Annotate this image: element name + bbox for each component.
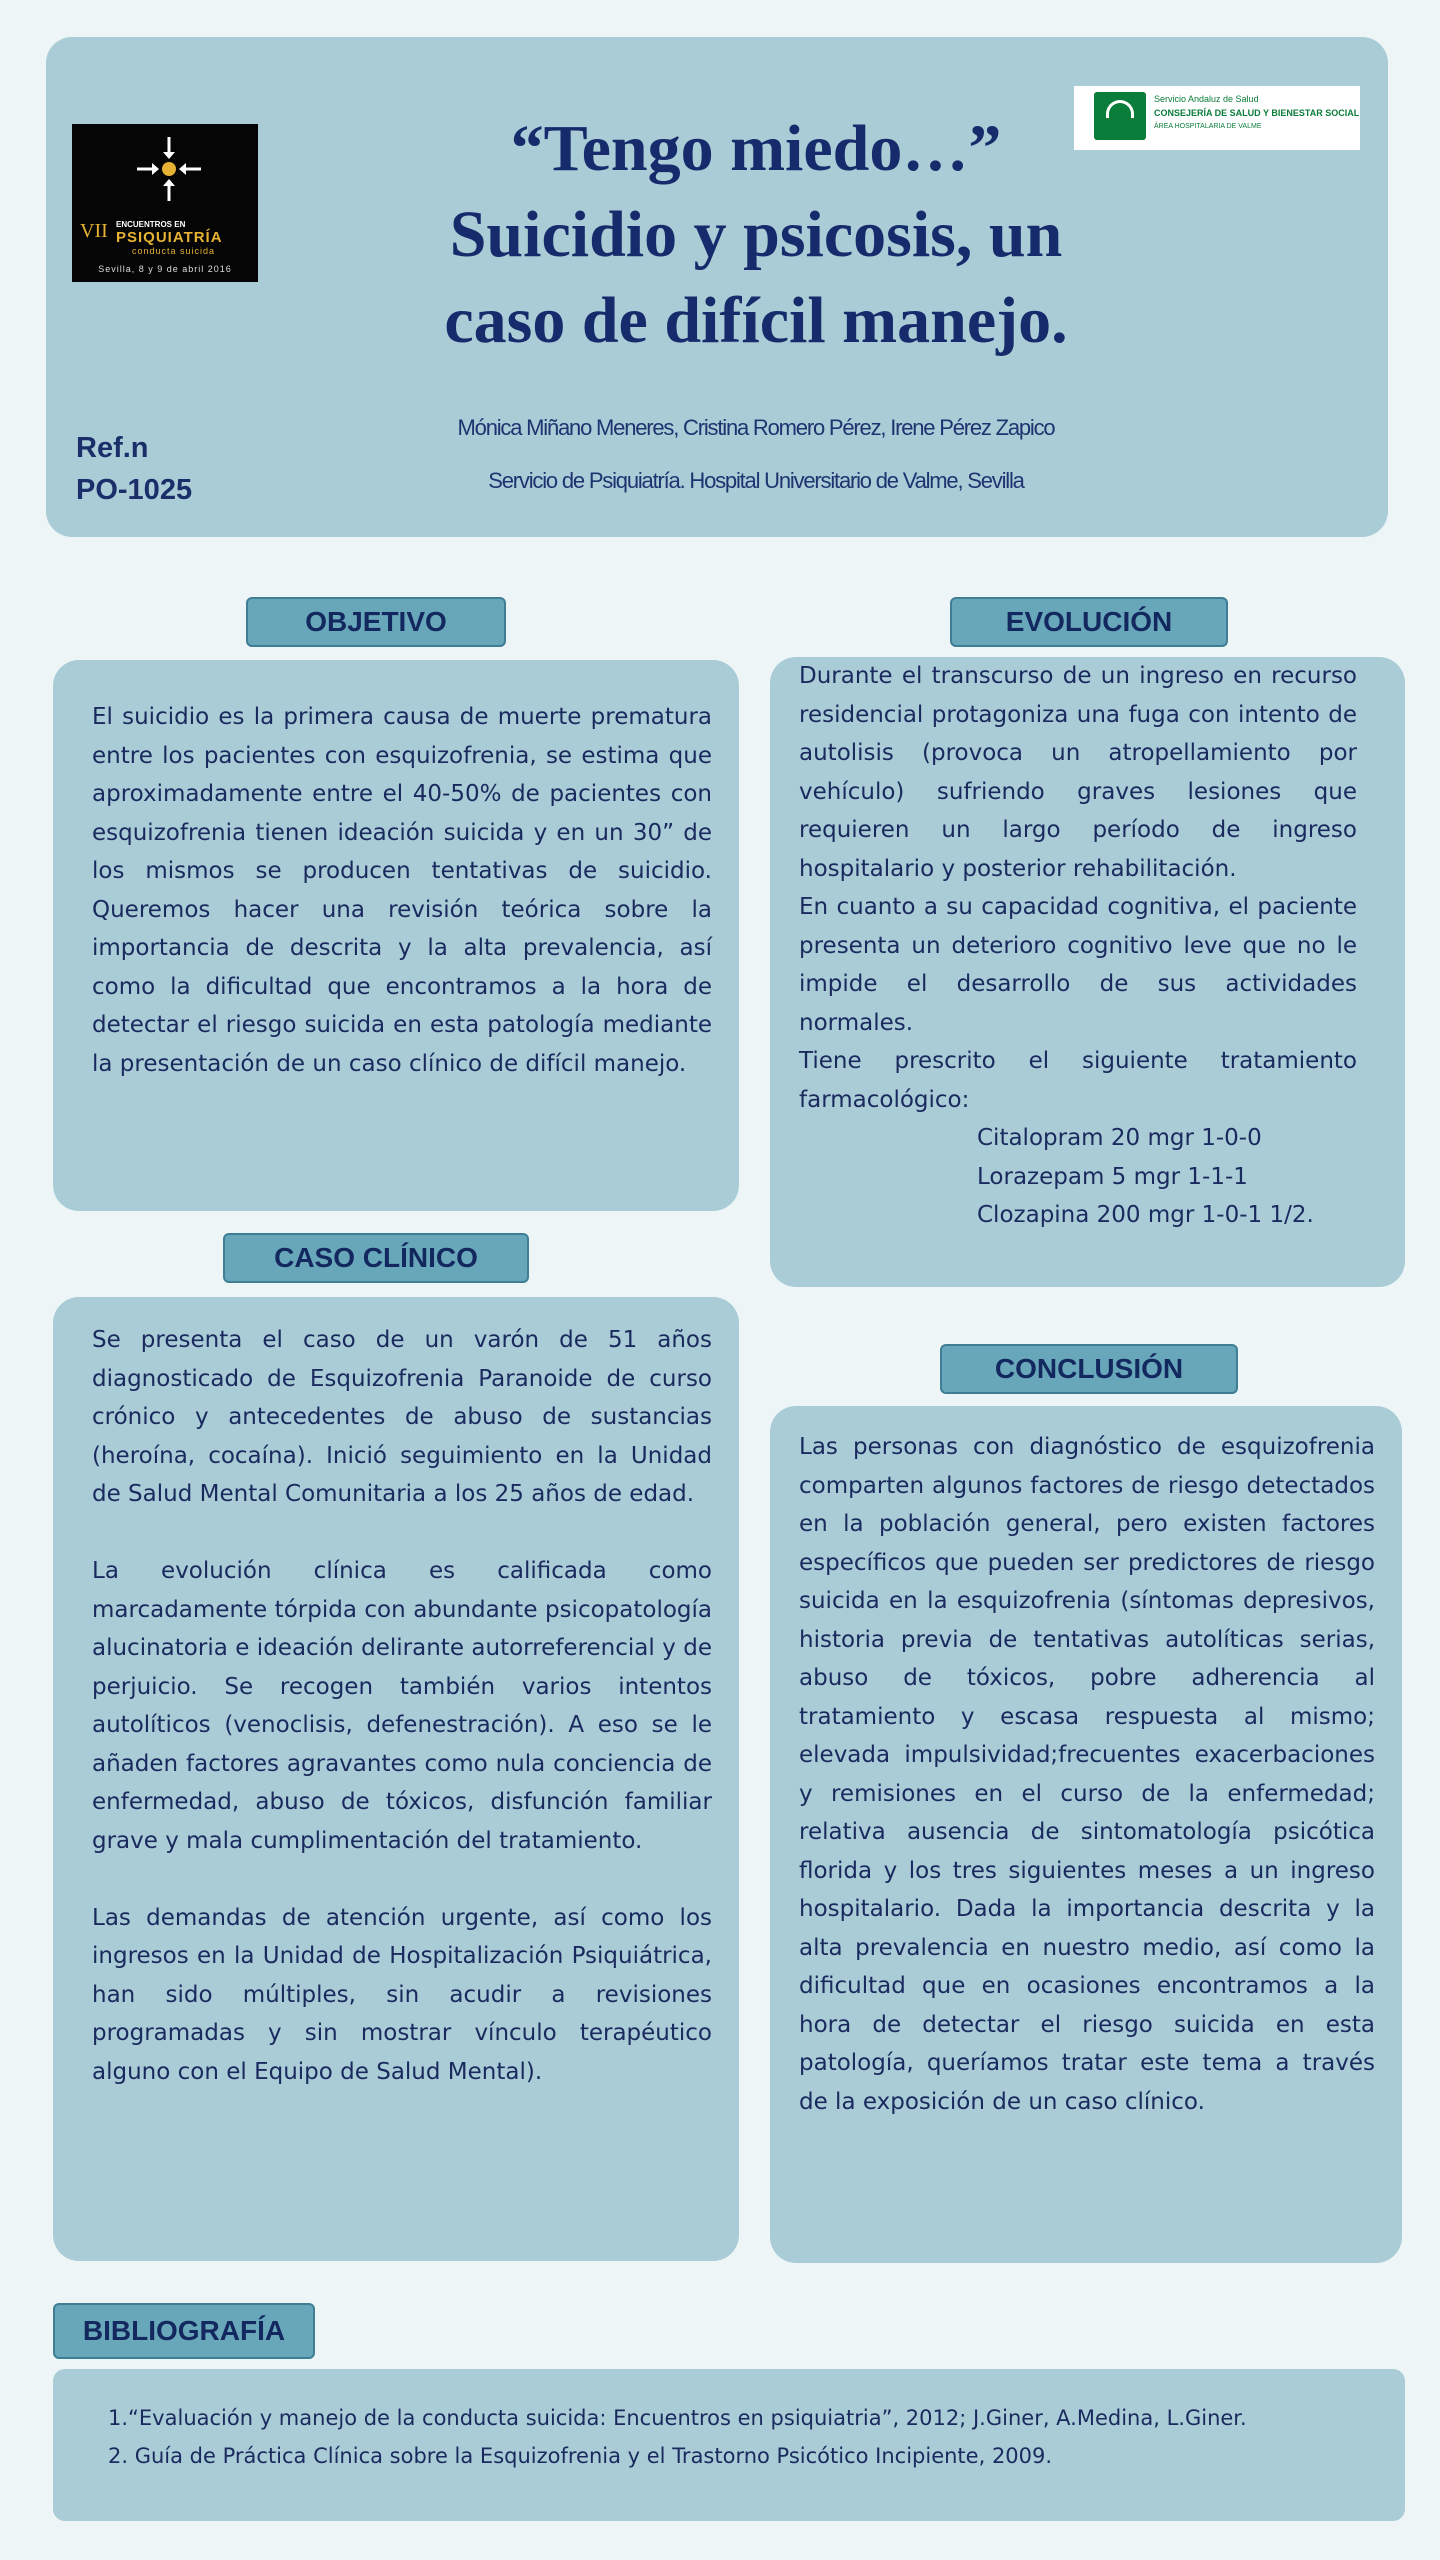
objetivo-text: [92, 698, 712, 1083]
medication-item: Clozapina 200 mgr 1-0-1 1/2.: [977, 1202, 1314, 1228]
section-label-evolucion: EVOLUCIÓN: [950, 597, 1228, 647]
title-line: caso de difícil manejo.: [444, 284, 1068, 357]
logo-place-date: Sevilla, 8 y 9 de abril 2016: [98, 264, 232, 274]
caso-clinico-text: [92, 1321, 712, 2091]
logo-psiquiatria: PSIQUIATRÍA: [116, 229, 223, 246]
authors: Mónica Miñano Meneres, Cristina Romero Pérez, Irene Pérez Zapico: [457, 415, 1055, 440]
caso-paragraph: Las demandas de atención urgente, así como los ingresos en la Unidad de Hospitalización Psiquiátrica, han sido múltiples, sin acudir a revisiones programadas y sin mostrar vínculo terapéutico alguno con el Equipo de Salud Mental).: [92, 1904, 712, 2085]
evolucion-paragraph: Tiene prescrito el siguiente tratamiento farmacológico:: [799, 1048, 1357, 1113]
ref-code: PO-1025: [76, 474, 193, 506]
ref-label: Ref.n: [76, 432, 149, 464]
section-label-conclusion: CONCLUSIÓN: [940, 1344, 1238, 1394]
logo-encuentros: ENCUENTROS EN: [116, 220, 186, 229]
logo-roman-numeral: VII: [80, 220, 108, 242]
header-panel: [46, 37, 1388, 537]
logo-right-line1: Servicio Andaluz de Salud: [1154, 94, 1259, 104]
title-line: “Tengo miedo…”: [510, 112, 1002, 185]
reference-number: [76, 427, 192, 511]
title-line: Suicidio y psicosis, un: [449, 198, 1063, 271]
evolucion-text: [799, 657, 1357, 1235]
medication-item: Citalopram 20 mgr 1-0-0: [977, 1125, 1262, 1151]
bibliography-item: 2. Guía de Práctica Clínica sobre la Esquizofrenia y el Trastorno Psicótico Incipiente, 2009.: [108, 2444, 1053, 2468]
section-label-caso-clinico: CASO CLÍNICO: [223, 1233, 529, 1283]
junta-andalucia-badge-icon: [1094, 92, 1146, 140]
logo-right-line2: CONSEJERÍA DE SALUD Y BIENESTAR SOCIAL: [1154, 108, 1360, 118]
section-label-objetivo: OBJETIVO: [246, 597, 506, 647]
caso-paragraph: Se presenta el caso de un varón de 51 años diagnosticado de Esquizofrenia Paranoide de curso crónico y antecedentes de abuso de sustancias (heroína, cocaína). Inició seguimiento en la Unidad de Salud Mental Comunitaria a los 25 años de edad.: [92, 1327, 712, 1507]
bibliography-item: 1.“Evaluación y manejo de la conducta suicida: Encuentros en psiquiatria”, 2012; J.Giner, A.Medina, L.Giner.: [108, 2406, 1247, 2430]
conclusion-text: [799, 1428, 1375, 2121]
conclusion-paragraph: Las personas con diagnóstico de esquizofrenia comparten algunos factores de riesgo detectados en la población general, pero existen factores específicos que pueden ser predictores de riesgo suicida en la esquizofrenia (síntomas depresivos, historia previa de tentativas autolíticas serias, abuso de tóxicos, pobre adherencia al tratamiento y escasa respuesta al mismo; elevada impulsividad;frecuentes exacerbaciones y remisiones en el curso de la enfermedad; relativa ausencia de sintomatología psicótica florida y los tres siguientes meses a un ingreso hospitalario. Dada la importancia descrita y la alta prevalencia en nuestro medio, así como la dificultad que en ocasiones encontramos a la hora de detectar el riesgo suicida en esta patología, queríamos tratar este tema a través de la exposición de un caso clínico.: [799, 1434, 1375, 2115]
health-service-logo: [1074, 86, 1360, 150]
section-label-bibliografia: BIBLIOGRAFÍA: [53, 2303, 315, 2359]
evolucion-paragraph: Durante el transcurso de un ingreso en recurso residencial protagoniza una fuga con intento de autolisis (provoca un atropellamiento por vehículo) sufriendo graves lesiones que requieren un largo período de ingreso hospitalario y posterior rehabilitación.: [799, 663, 1357, 882]
objetivo-paragraph: El suicidio es la primera causa de muerte prematura entre los pacientes con esquizofrenia, se estima que aproximadamente entre el 40-50% de pacientes con esquizofrenia tienen ideación suicida y en un 30” de los mismos se producen tentativas de suicidio. Queremos hacer una revisión teórica sobre la importancia de descrita y la alta prevalencia, así como la dificultad que encontramos a la hora de detectar el riesgo suicida en esta patología mediante la presentación de un caso clínico de difícil manejo.: [92, 704, 712, 1077]
caso-paragraph: La evolución clínica es calificada como marcadamente tórpida con abundante psicopatología alucinatoria e ideación delirante autorreferencial y de perjuicio. Se recogen también varios intentos autolíticos (venoclisis, defenestración). A eso se le añaden factores agravantes como nula conciencia de enfermedad, abuso de tóxicos, disfunción familiar grave y mala cumplimentación del tratamiento.: [92, 1558, 712, 1854]
affiliation: Servicio de Psiquiatría. Hospital Universitario de Valme, Sevilla: [488, 468, 1024, 493]
poster-title: [306, 106, 1206, 364]
medication-item: Lorazepam 5 mgr 1-1-1: [977, 1163, 1248, 1190]
evolucion-paragraph: En cuanto a su capacidad cognitiva, el paciente presenta un deterioro cognitivo leve que no le impide el desarrollo de sus actividades normales.: [799, 894, 1357, 1036]
logo-subtitle: conducta suicida: [132, 246, 216, 256]
bibliography-list: [108, 2399, 1247, 2475]
congress-logo: [72, 124, 258, 282]
logo-right-line3: ÁREA HOSPITALARIA DE VALME: [1154, 123, 1262, 130]
converging-arrows-icon: [134, 134, 204, 204]
